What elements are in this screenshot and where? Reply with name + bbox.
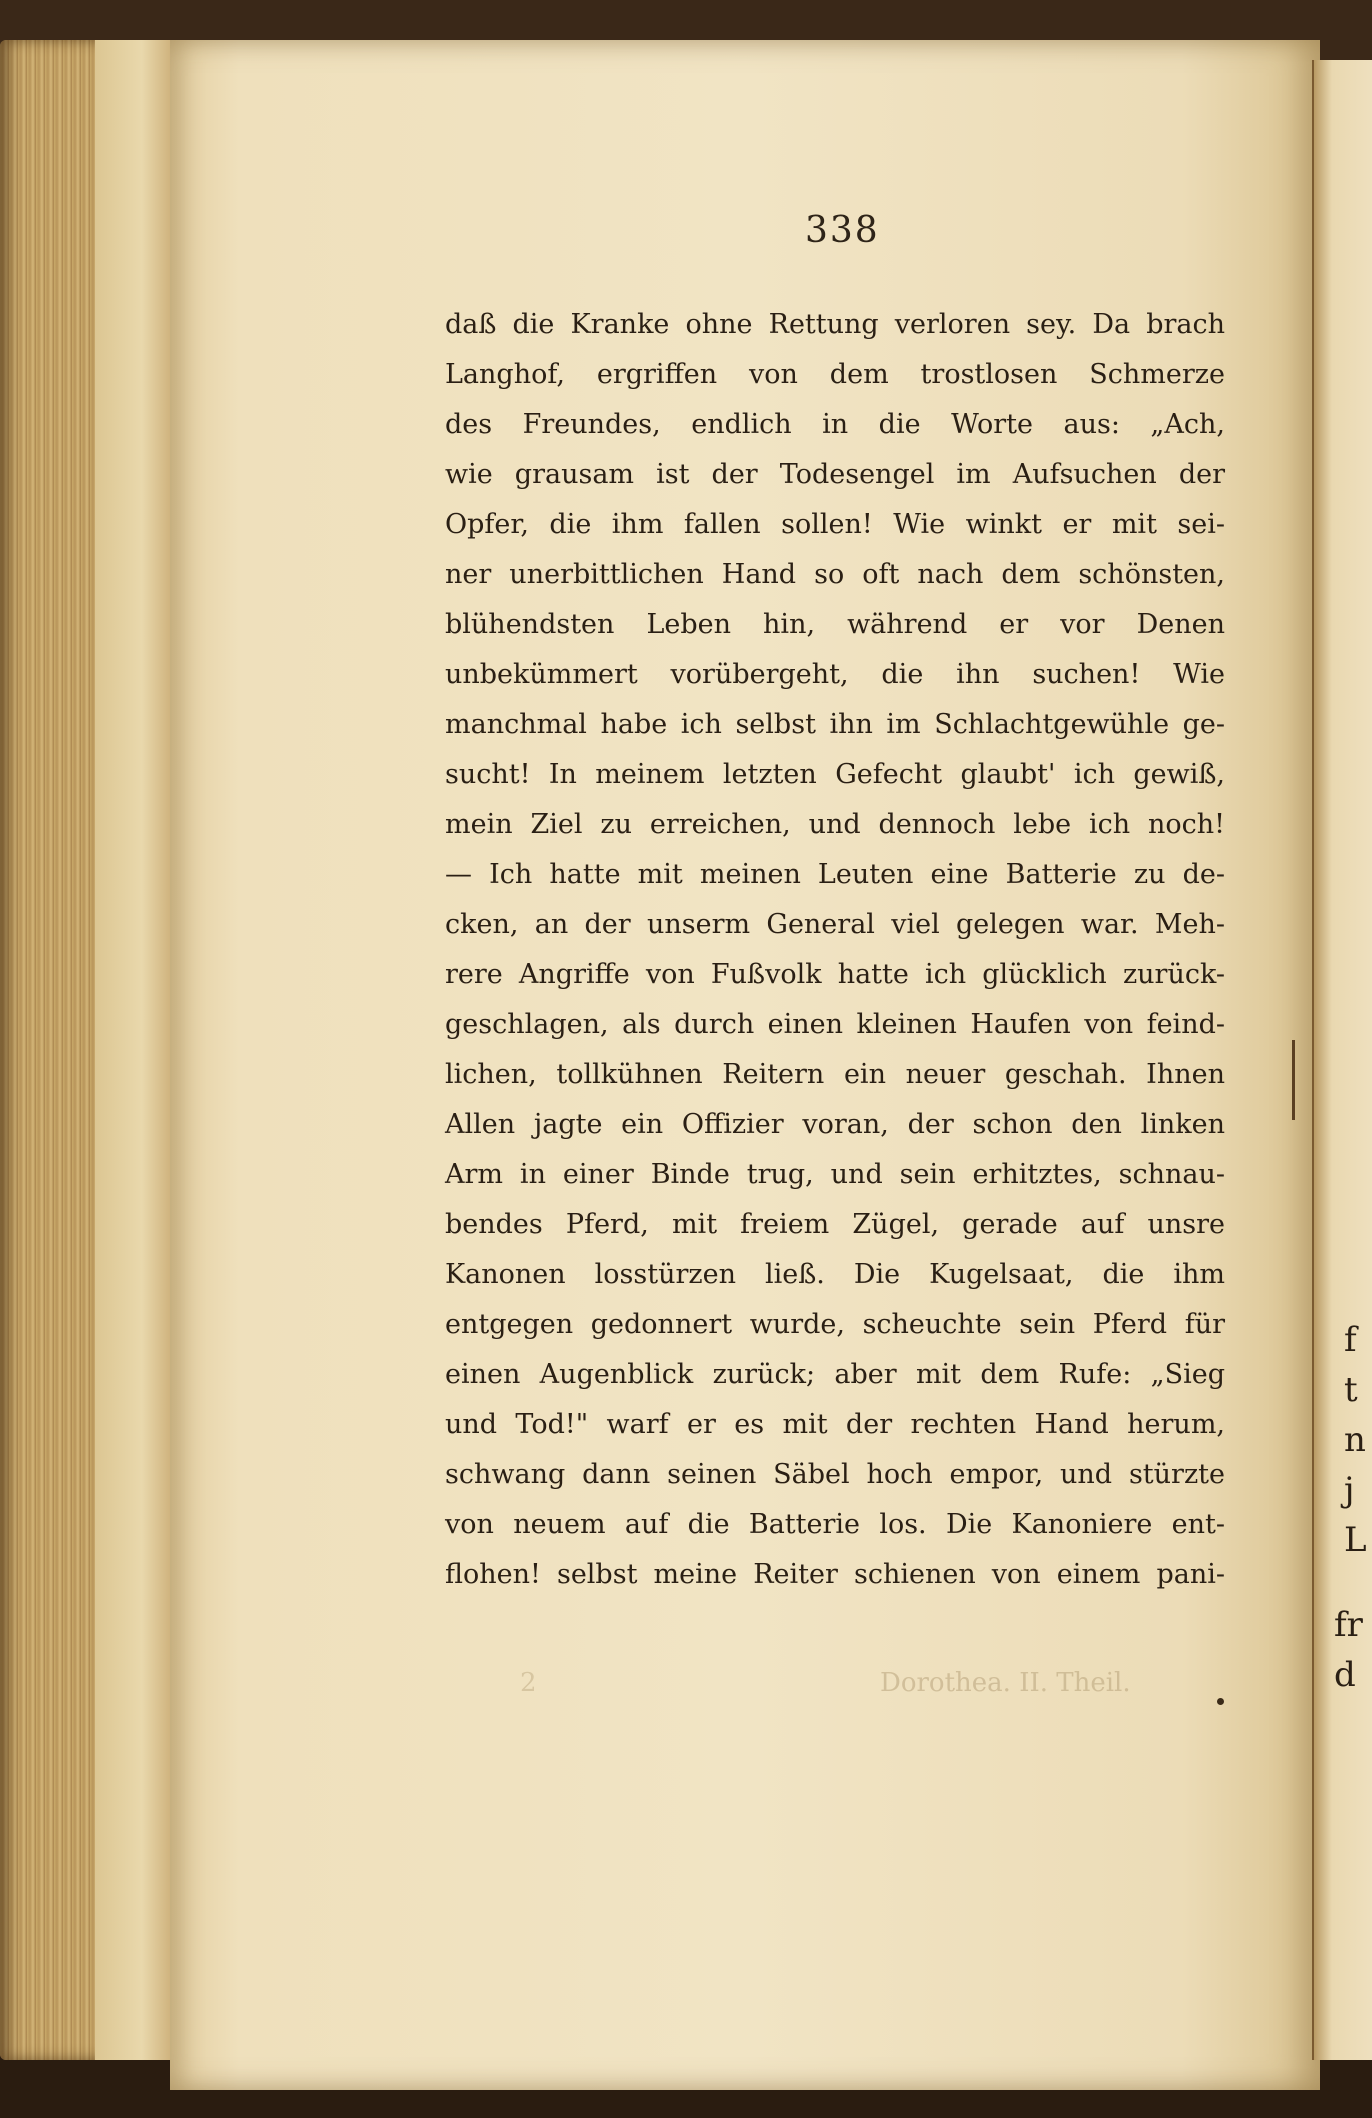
facing-page-fragment: j	[1344, 1470, 1355, 1510]
facing-page-fragment: d	[1334, 1655, 1356, 1695]
signature-mark: 2	[520, 1668, 537, 1698]
text-line: bendes Pferd, mit freiem Zügel, gerade auf unsre	[445, 1209, 1225, 1240]
text-line: flohen! selbst meine Reiter schienen von einem pani-	[445, 1559, 1225, 1590]
text-line: Arm in einer Binde trug, und sein erhitztes, schnau-	[445, 1159, 1225, 1190]
text-line: — Ich hatte mit meinen Leuten eine Batterie zu de-	[445, 859, 1225, 890]
ink-dot	[1217, 1698, 1224, 1705]
signature-text: Dorothea. II. Theil.	[880, 1668, 1131, 1698]
text-line: mein Ziel zu erreichen, und dennoch lebe ich noch!	[445, 809, 1225, 840]
text-line: Opfer, die ihm fallen sollen! Wie winkt er mit sei-	[445, 509, 1225, 540]
text-line: von neuem auf die Batterie los. Die Kanoniere ent-	[445, 1509, 1225, 1540]
text-line: Langhof, ergriffen von dem trostlosen Schmerze	[445, 359, 1225, 390]
body-text	[445, 300, 1225, 1600]
text-line: Allen jagte ein Offizier voran, der schon den linken	[445, 1109, 1225, 1140]
text-line: des Freundes, endlich in die Worte aus: „Ach,	[445, 409, 1225, 440]
page-edge-mark	[1292, 1040, 1295, 1120]
facing-page-fragment: L	[1344, 1520, 1367, 1560]
text-line: unbekümmert vorübergeht, die ihn suchen! Wie	[445, 659, 1225, 690]
text-line: sucht! In meinem letzten Gefecht glaubt' ich gewiß,	[445, 759, 1225, 790]
text-line: und Tod!" warf er es mit der rechten Hand herum,	[445, 1409, 1225, 1440]
text-line: manchmal habe ich selbst ihn im Schlachtgewühle ge-	[445, 709, 1225, 740]
text-line: wie grausam ist der Todesengel im Aufsuchen der	[445, 459, 1225, 490]
facing-page-edge	[1312, 60, 1372, 2060]
text-line: blühendsten Leben hin, während er vor Denen	[445, 609, 1225, 640]
page-number: 338	[805, 210, 880, 251]
text-line: lichen, tollkühnen Reitern ein neuer geschah. Ihnen	[445, 1059, 1225, 1090]
bleed-through-signature	[520, 1668, 1131, 1698]
text-line: Kanonen losstürzen ließ. Die Kugelsaat, die ihm	[445, 1259, 1225, 1290]
facing-page-fragment: t	[1344, 1370, 1358, 1410]
text-line: entgegen gedonnert wurde, scheuchte sein Pferd für	[445, 1309, 1225, 1340]
text-line: rere Angriffe von Fußvolk hatte ich glücklich zurück-	[445, 959, 1225, 990]
text-line: cken, an der unserm General viel gelegen war. Meh-	[445, 909, 1225, 940]
facing-page-fragment: f	[1344, 1320, 1357, 1360]
text-line: ner unerbittlichen Hand so oft nach dem schönsten,	[445, 559, 1225, 590]
text-line: schwang dann seinen Säbel hoch empor, und stürzte	[445, 1459, 1225, 1490]
text-line: geschlagen, als durch einen kleinen Haufen von feind-	[445, 1009, 1225, 1040]
text-line: einen Augenblick zurück; aber mit dem Rufe: „Sieg	[445, 1359, 1225, 1390]
facing-page-fragment: fr	[1334, 1605, 1363, 1645]
page-stack-edges	[0, 40, 177, 2060]
facing-page-fragment: n	[1344, 1420, 1366, 1460]
text-line: daß die Kranke ohne Rettung verloren sey. Da brach	[445, 309, 1225, 340]
